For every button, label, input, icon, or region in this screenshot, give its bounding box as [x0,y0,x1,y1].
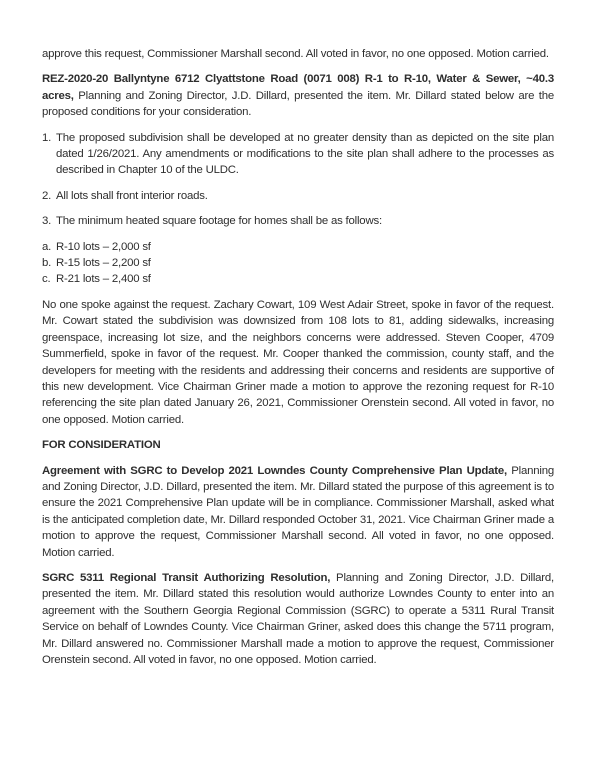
sgrc-resolution-paragraph [42,570,554,668]
rez-item-body: Planning and Zoning Director, J.D. Dillard, presented the item. Mr. Dillard stated below are the proposed conditions for your consideration. [42,89,554,119]
sgrc-resolution-title: SGRC 5311 Regional Transit Authorizing Resolution, [42,571,331,584]
footage-sublist [42,239,554,288]
sgrc-resolution-body: Planning and Zoning Director, J.D. Dillard, presented the item. Mr. Dillard stated this resolution would authorize Lowndes County to enter into an agreement with the Southern Georgia Regional Commission (SGRC) to operate a 5311 Rural Transit Service on behalf of Lowndes County. Vice Chairman Griner, asked does this change the 5711 program, Mr. Dillard answered no. Commissioner Marshall made a motion to approve the request, Commissioner Orenstein second. All voted in favor, no one opposed. Motion carried. [42,571,554,666]
conditions-list [42,130,554,230]
prior-motion-paragraph: approve this request, Commissioner Marshall second. All voted in favor, no one opposed. Motion carried. [42,48,549,60]
condition-item-1 [42,130,554,179]
rez-item-title: REZ-2020-20 Ballyntyne 6712 Clyattstone Road (0071 008) R-1 to R-10, Water & Sewer, ~40.3 acres, [42,73,554,102]
agreement-body: Planning and Zoning Director, J.D. Dillard, presented the item. Mr. Dillard stated the purpose of this agreement is to ensure the 2021 Comprehensive Plan update will be in compliance. Commissioner Marshall, asked what is the anticipated completion date, Mr. Dillard responded October 31, 2021. Vice Chairman Griner made a motion to approve the request, Commissioner Marshall second. All voted in favor, no one opposed. Motion carried. [42,464,554,559]
footage-item-c-marker: c. [42,273,51,286]
condition-item-1-text: The proposed subdivision shall be developed at no greater density than as depicted on the site plan dated 1/26/2021. Any amendments or modifications to the site plan shall adhere to the processes as described in Chapter 10 of the ULDC. [56,131,554,177]
for-consideration-heading: FOR CONSIDERATION [42,439,161,452]
condition-item-1-marker: 1. [42,131,52,144]
condition-item-2-marker: 2. [42,189,52,202]
footage-item-a-marker: a. [42,240,52,253]
footage-item-c-text: R-21 lots – 2,400 sf [56,273,151,286]
condition-item-3-marker: 3. [42,215,52,228]
footage-item-b-marker: b. [42,257,52,270]
footage-item-c [42,271,554,287]
footage-item-a [42,239,554,255]
agreement-paragraph [42,463,554,561]
rez-item-paragraph [42,71,554,120]
condition-item-3-text: The minimum heated square footage for homes shall be as follows: [56,215,382,228]
footage-item-b-text: R-15 lots – 2,200 sf [56,257,151,270]
condition-item-2-text: All lots shall front interior roads. [56,189,208,202]
footage-item-a-text: R-10 lots – 2,000 sf [56,240,151,253]
public-comment-paragraph: No one spoke against the request. Zachary Cowart, 109 West Adair Street, spoke in favor of the request. Mr. Cowart stated the subdivision was downsized from 108 lots to 81, adding sidewalks, increasing greenspace, increasing lot size, and the neighbors concerns were addressed. Steven Cooper, 4709 Summerfield, spoke in favor of the request. Mr. Cooper thanked the commission, county staff, and the developers for meeting with the residents and addressing their concerns and residents are supportive of this new development. Vice Chairman Griner made a motion to approve the rezoning request for R-10 referencing the site plan dated January 26, 2021, Commissioner Orenstein second. All voted in favor, no one opposed. Motion carried. [42,298,554,426]
agreement-title: Agreement with SGRC to Develop 2021 Lowndes County Comprehensive Plan Update, [42,464,507,477]
footage-item-b [42,255,554,271]
condition-item-3 [42,213,554,229]
condition-item-2 [42,188,554,204]
